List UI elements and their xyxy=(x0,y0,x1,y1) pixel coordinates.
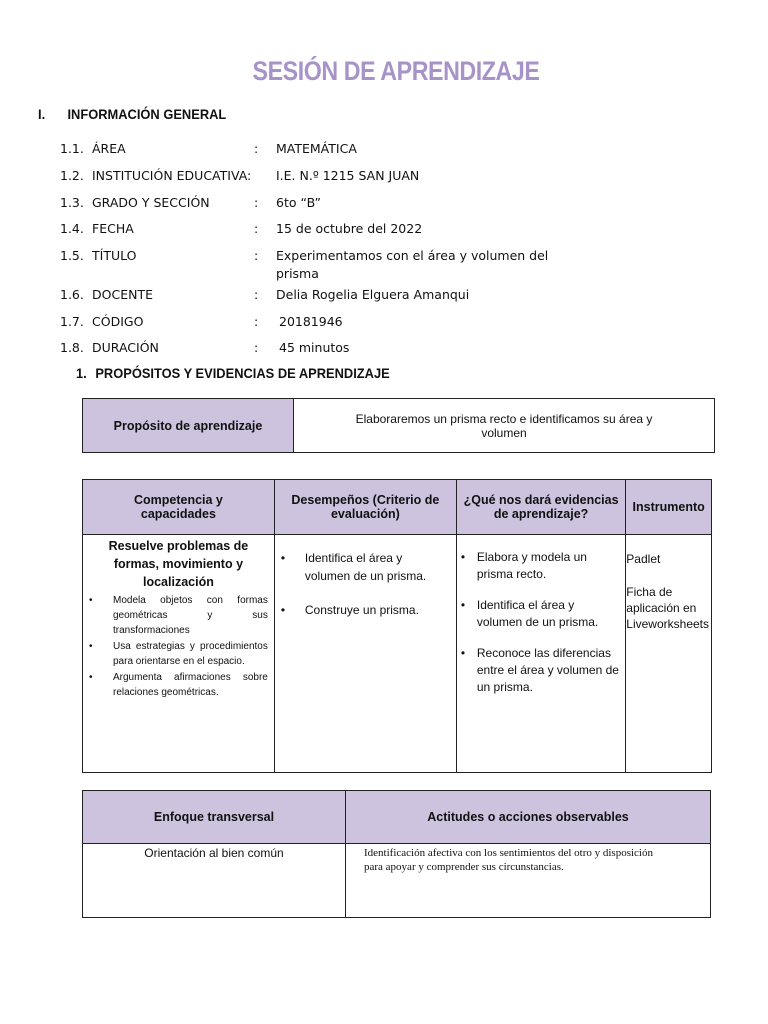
info-value: 6to “B” xyxy=(276,195,321,210)
list-item-text: Identifica el área y volumen de un prisma. xyxy=(304,551,427,583)
list-item-text: Reconoce las diferencias entre el área y volumen de un prisma. xyxy=(476,646,619,694)
info-value: 45 minutos xyxy=(279,340,350,355)
bullet-icon: • xyxy=(460,598,466,612)
bullet-icon: • xyxy=(460,550,466,564)
purpose-table xyxy=(82,398,715,453)
list-item xyxy=(89,593,268,638)
bullet-icon: • xyxy=(89,641,93,652)
info-label: CÓDIGO xyxy=(92,314,144,329)
info-colon: : xyxy=(254,340,259,355)
info-colon: : xyxy=(254,221,259,236)
info-value: 15 de octubre del 2022 xyxy=(276,221,423,236)
info-colon: : xyxy=(254,314,259,329)
header-evidencias xyxy=(456,480,625,535)
list-item xyxy=(89,670,268,700)
header-instrumento xyxy=(626,480,712,535)
info-label: DURACIÓN xyxy=(92,340,159,355)
desempenos-cell xyxy=(274,535,456,773)
competency-table xyxy=(82,479,712,773)
section-heading-propositos xyxy=(76,365,390,381)
list-item-text: Construye un prisma. xyxy=(304,603,419,617)
actitudes-value: Identificación afectiva con los sentimientos del otro y disposición para apoyar y comprender sus circunstancias. xyxy=(364,847,653,873)
list-item-text: Usa estrategias y procedimientos para orientarse en el espacio. xyxy=(113,641,268,667)
purpose-label: Propósito de aprendizaje xyxy=(113,418,263,433)
section-label: PROPÓSITOS Y EVIDENCIAS DE APRENDIZAJE xyxy=(95,365,390,381)
header-text: Competencia y capacidades xyxy=(133,493,223,521)
header-desempenos xyxy=(274,480,456,535)
header-competencia xyxy=(83,480,275,535)
info-value: I.E. N.º 1215 SAN JUAN xyxy=(276,168,420,183)
info-value: MATEMÁTICA xyxy=(276,141,357,156)
list-item xyxy=(461,597,619,631)
purpose-text-cell xyxy=(294,399,715,453)
bullet-icon: • xyxy=(89,672,93,683)
list-item-text: Identifica el área y volumen de un prisma. xyxy=(476,598,599,629)
purpose-label-cell xyxy=(83,399,294,453)
info-colon: : xyxy=(254,287,259,302)
list-item xyxy=(461,549,619,583)
header-actitudes xyxy=(346,791,711,844)
bullet-icon: • xyxy=(89,595,93,606)
info-label: FECHA xyxy=(92,221,134,236)
info-label: TÍTULO xyxy=(92,248,137,263)
info-number: 1.6. xyxy=(60,287,84,302)
info-colon: : xyxy=(254,141,259,156)
header-text: Instrumento xyxy=(632,500,705,514)
info-value: Delia Rogelia Elguera Amanqui xyxy=(276,287,470,302)
info-label: INSTITUCIÓN EDUCATIVA: xyxy=(92,168,252,183)
info-value: 20181946 xyxy=(279,314,343,329)
section-number: I. xyxy=(38,106,46,122)
info-label: DOCENTE xyxy=(92,287,153,302)
info-number: 1.7. xyxy=(60,314,84,329)
desempenos-list xyxy=(281,549,450,619)
info-label: ÁREA xyxy=(92,141,126,156)
actitudes-cell xyxy=(346,844,711,918)
info-colon: : xyxy=(254,248,259,263)
list-item xyxy=(281,549,450,585)
section-number: 1. xyxy=(76,365,87,381)
enfoque-table xyxy=(82,790,711,918)
header-enfoque xyxy=(83,791,346,844)
header-text: ¿Qué nos dará evidencias de aprendizaje? xyxy=(463,493,619,521)
list-item-text: Elabora y modela un prisma recto. xyxy=(476,550,587,581)
evidencias-list xyxy=(461,549,619,696)
info-number: 1.2. xyxy=(60,168,84,183)
header-text: Enfoque transversal xyxy=(153,810,275,824)
list-item xyxy=(89,639,268,669)
info-number: 1.8. xyxy=(60,340,84,355)
info-number: 1.3. xyxy=(60,195,84,210)
info-colon: : xyxy=(254,195,259,210)
list-item xyxy=(461,645,619,696)
info-number: 1.4. xyxy=(60,221,84,236)
list-item-text: Modela objetos con formas geométricas y sus transformaciones xyxy=(113,595,268,636)
enfoque-value: Orientación al bien común xyxy=(144,846,284,860)
info-number: 1.5. xyxy=(60,248,84,263)
competencia-cell xyxy=(83,535,275,773)
bullet-icon: • xyxy=(280,551,286,565)
section-label: INFORMACIÓN GENERAL xyxy=(67,106,227,122)
header-text: Actitudes o acciones observables xyxy=(427,810,629,824)
section-heading-informacion xyxy=(38,106,227,122)
list-item-text: Argumenta afirmaciones sobre relaciones geométricas. xyxy=(113,672,268,698)
page-title: SESIÓN DE APRENDIZAJE xyxy=(252,56,540,86)
capacidades-list xyxy=(89,593,268,700)
bullet-icon: • xyxy=(460,646,466,660)
instrumento-cell xyxy=(626,535,712,773)
instrumento-padlet: Padlet xyxy=(626,552,661,566)
header-text: Desempeños (Criterio de evaluación) xyxy=(291,493,440,521)
instrumento-ficha: Ficha de aplicación en Liveworksheets xyxy=(626,585,710,631)
enfoque-cell xyxy=(83,844,346,918)
bullet-icon: • xyxy=(280,603,286,617)
info-number: 1.1. xyxy=(60,141,84,156)
list-item xyxy=(281,601,450,619)
competencia-title: Resuelve problemas de formas, movimiento y localización xyxy=(108,539,249,589)
info-value: Experimentamos con el área y volumen del prisma xyxy=(276,248,549,281)
evidencias-cell xyxy=(456,535,625,773)
info-label: GRADO Y SECCIÓN xyxy=(92,195,210,210)
purpose-text: Elaboraremos un prisma recto e identificamos su área y volumen xyxy=(355,411,653,440)
